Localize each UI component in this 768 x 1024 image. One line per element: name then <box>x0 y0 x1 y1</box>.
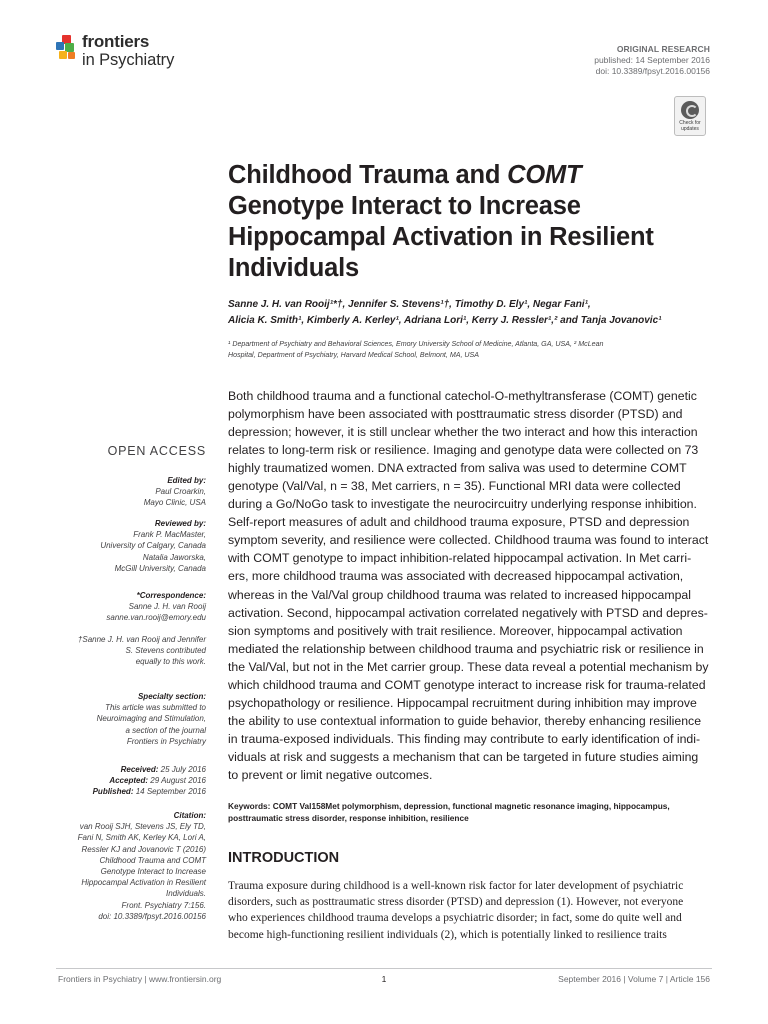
specialty-line: a section of the journal <box>125 725 206 735</box>
citation-line: Individuals. <box>165 889 206 899</box>
abstract-line: genotype (Val/Val, n = 38, Met carriers, n = 35). Functional MRI data were collected <box>228 479 681 494</box>
page-number: 1 <box>381 974 387 984</box>
abstract-line: highly traumatized women. DNA extracted from saliva was used to determine COMT <box>228 461 687 476</box>
authors-line2[interactable]: Alicia K. Smith¹, Kimberly A. Kerley¹, Adriana Lori¹, Kerry J. Ressler¹,² and Tanja Jovanovic¹ <box>228 315 662 326</box>
abstract-line: during a Go/NoGo task to investigate the neurocircuitry underlying response inhibition. <box>228 497 697 512</box>
intro-line: Trauma exposure during childhood is a well-known risk factor for later development of psychiatric <box>228 880 684 892</box>
note-line: †Sanne J. H. van Rooij and Jennifer <box>77 635 206 644</box>
reviewer-line: University of Calgary, Canada <box>100 541 206 551</box>
citation-line: Ressler KJ and Jovanovic T (2016) <box>81 844 206 854</box>
editor-line: Mayo Clinic, USA <box>143 498 206 508</box>
reviewer-line: Natalia Jaworska, <box>142 552 206 562</box>
reviewed-by-heading: Reviewed by: <box>154 519 206 528</box>
correspondence-heading: *Correspondence: <box>136 591 206 600</box>
abstract-line: which childhood trauma and COMT genotype interact to increase risk for trauma-related <box>228 677 706 692</box>
reviewer-line: McGill University, Canada <box>114 563 206 573</box>
keywords-label: Keywords: <box>228 801 273 811</box>
specialty-line: Neuroimaging and Stimulation, <box>96 714 206 724</box>
check-line2: updates <box>681 125 699 132</box>
abstract-line: relates to long-term risk or resilience. Imaging and genotype data were collected on 73 <box>228 443 699 458</box>
footer-issue-info: September 2016 | Volume 7 | Article 156 <box>558 974 710 984</box>
intro-line: disorders, such as posttraumatic stress disorder (PTSD) and depression (1). However, not everyone <box>228 896 684 909</box>
abstract-line: the Val/Val, but not in the Met carrier group. These data reveal a potential mechanism by <box>228 659 709 674</box>
intro-line: become high-functioning resilient individuals (2), which is potentially linked to resilience traits <box>228 928 667 941</box>
abstract-line: psychopathology or resilience. Hippocampal recruitment during inhibition may improve <box>228 695 697 710</box>
citation-heading: Citation: <box>173 811 206 820</box>
check-for-updates-button[interactable] <box>674 96 706 136</box>
journal-name-line1: frontiers <box>82 32 150 51</box>
abstract <box>228 387 710 784</box>
abstract-line: the ability to use contextual information to guide behavior, thereby enhancing resilience <box>228 713 702 728</box>
title-line1b: COMT <box>507 161 582 189</box>
journal-name-line2: in Psychiatry <box>82 51 175 69</box>
citation-line: Childhood Trauma and COMT <box>99 855 206 865</box>
citation-line[interactable]: doi: 10.3389/fpsyt.2016.00156 <box>98 911 206 921</box>
abstract-line: to prevent or limit negative outcomes. <box>228 767 433 782</box>
abstract-line: viduals at risk and suggests a mechanism that can be targeted in future studies aiming <box>228 749 699 764</box>
article-title <box>228 160 688 284</box>
edited-by-block <box>60 475 206 509</box>
abstract-line: mediated the relationship between childhood trauma and psychiatric risk or resilience in <box>228 641 704 656</box>
citation-line: Fani N, Smith AK, Kerley KA, Lori A, <box>77 833 206 843</box>
correspondence-block <box>60 590 206 624</box>
note-line: equally to this work. <box>135 657 206 667</box>
abstract-line: activation. Second, hippocampal activation correlated negatively with PTSD and depres- <box>228 605 708 620</box>
keywords <box>228 800 718 824</box>
author-list <box>228 297 728 329</box>
footer-journal-link[interactable]: Frontiers in Psychiatry | www.frontiersin.org <box>58 974 222 984</box>
published-date-side: 14 September 2016 <box>135 787 206 797</box>
check-line1: Check for <box>679 120 701 126</box>
correspondence-name: Sanne J. H. van Rooij <box>128 602 206 612</box>
title-line3: Hippocampal Activation in Resilient <box>228 223 654 251</box>
affiliation-line1: ¹ Department of Psychiatry and Behavioral Sciences, Emory University School of Medicine, Atlanta, GA, USA, ² McLean <box>228 340 604 348</box>
abstract-line: polymorphism have been associated with posttraumatic stress disorder (PTSD) and <box>228 407 683 422</box>
abstract-line: symptom severity, and resilience were collected. Childhood trauma was found to interact <box>228 533 709 548</box>
keywords-line1: COMT Val158Met polymorphism, depression, functional magnetic resonance imaging, hippocampus, <box>272 801 670 811</box>
affiliations <box>228 339 718 361</box>
intro-line: who experiences childhood trauma develops a psychiatric disorder; in fact, some do quite well and <box>228 912 682 925</box>
open-access-label: OPEN ACCESS <box>107 444 206 458</box>
title-line2: Genotype Interact to Increase <box>228 192 581 220</box>
authors-line1[interactable]: Sanne J. H. van Rooij¹*†, Jennifer S. Stevens¹†, Timothy D. Ely¹, Negar Fani¹, <box>228 299 591 310</box>
equal-contribution-note <box>60 634 206 668</box>
abstract-line: whereas in the Val/Val group childhood trauma was related to increased hippocampal <box>228 587 692 602</box>
edited-by-heading: Edited by: <box>167 476 206 485</box>
frontiers-logo-icon <box>56 35 78 63</box>
accepted-label: Accepted: <box>109 776 149 786</box>
note-line: S. Stevens contributed <box>125 646 206 656</box>
article-doi[interactable]: doi: 10.3389/fpsyt.2016.00156 <box>595 66 710 76</box>
specialty-line: Frontiers in Psychiatry <box>126 736 206 746</box>
specialty-line: This article was submitted to <box>105 703 206 713</box>
abstract-line: depression; however, it is still unclear whether the two interact and how this interaction <box>228 425 698 440</box>
introduction-paragraph <box>228 878 710 943</box>
abstract-line: sion symptoms and positively with trait resilience. Moreover, hippocampal activation <box>228 623 683 638</box>
reviewer-line: Frank P. MacMaster, <box>133 530 206 540</box>
reviewed-by-block <box>60 518 206 574</box>
published-date: published: 14 September 2016 <box>594 55 710 65</box>
introduction-heading: INTRODUCTION <box>228 850 340 866</box>
citation-line: Genotype Interact to Increase <box>100 867 206 877</box>
title-line4: Individuals <box>228 254 359 282</box>
update-icon <box>681 101 699 119</box>
specialty-heading: Specialty section: <box>137 692 206 701</box>
keywords-line2: posttraumatic stress disorder, response inhibition, resilience <box>228 813 469 823</box>
dates-block <box>60 764 206 798</box>
article-meta <box>594 44 710 77</box>
footer-divider <box>56 968 712 969</box>
abstract-line: in trauma-exposed individuals. This finding may contribute to early identification of indi- <box>228 731 701 746</box>
received-label: Received: <box>120 765 159 774</box>
article-type: ORIGINAL RESEARCH <box>616 44 710 54</box>
journal-logo[interactable] <box>56 33 174 69</box>
abstract-line: Both childhood trauma and a functional catechol-O-methyltransferase (COMT) genetic <box>228 389 697 403</box>
abstract-line: with COMT genotype to impact inhibition-related hippocampal activation. In Met carri- <box>228 551 692 566</box>
abstract-line: Self-report measures of adult and childhood trauma exposure, PTSD and depression <box>228 515 690 530</box>
editor-line: Paul Croarkin, <box>155 487 206 497</box>
citation-line: van Rooij SJH, Stevens JS, Ely TD, <box>79 822 206 832</box>
received-date: 25 July 2016 <box>160 765 206 774</box>
abstract-line: ers, more childhood trauma was associated with decreased hippocampal activation, <box>228 569 684 584</box>
citation-line: Hippocampal Activation in Resilient <box>81 878 206 888</box>
accepted-date: 29 August 2016 <box>150 776 206 786</box>
specialty-section-block <box>60 691 206 747</box>
title-line1a: Childhood Trauma and <box>228 161 508 189</box>
correspondence-email[interactable]: sanne.van.rooij@emory.edu <box>106 613 206 623</box>
affiliation-line2: Hospital, Department of Psychiatry, Harvard Medical School, Belmont, MA, USA <box>228 351 480 359</box>
published-label: Published: <box>92 787 134 797</box>
citation-block <box>60 810 206 922</box>
citation-line: Front. Psychiatry 7:156. <box>121 900 206 910</box>
